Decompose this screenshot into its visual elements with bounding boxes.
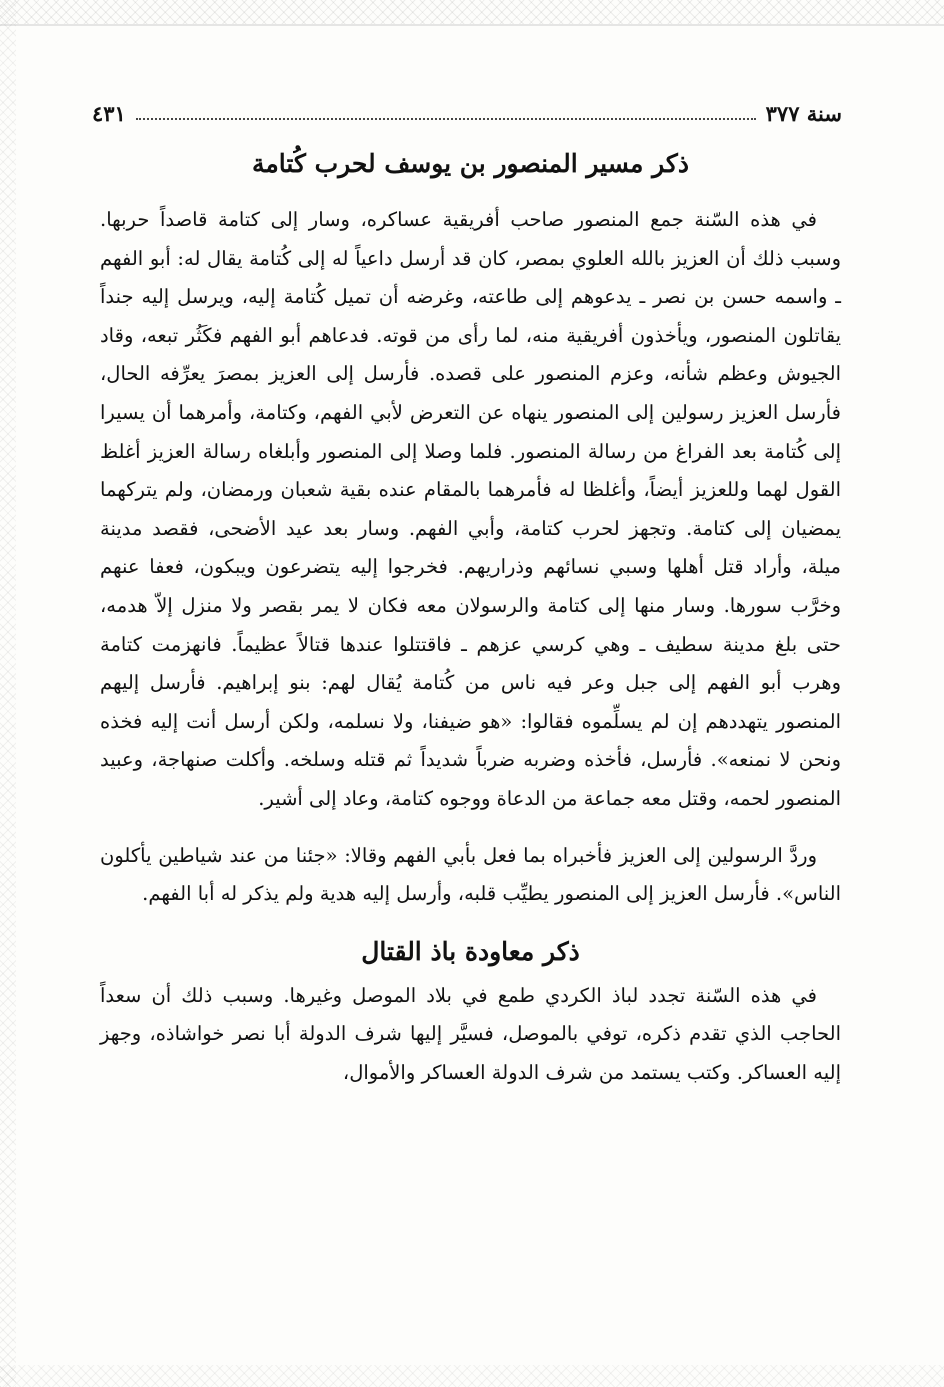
- scan-edge-bottom: [0, 1365, 944, 1387]
- paragraph: في هذه السّنة تجدد لباذ الكردي طمع في بلاد الموصل وغيرها. وسبب ذلك أن سعداً الحاجب الذي تقدم ذكره، توفي بالموصل، فسيَّر إليها شرف الدولة أبا نصر خواشاذه، وجهز إليه العساكر. وكتب يستمد من شرف الدولة العساكر والأموال،: [100, 983, 841, 1084]
- paragraph: وردَّ الرسولين إلى العزيز فأخبراه بما فعل بأبي الفهم وقالا: «جئنا من عند شياطين يأكلون الناس». فأرسل العزيز إلى المنصور يطيِّب قلبه، وأرسل إليه هدية ولم يذكر له أبا الفهم.: [100, 843, 841, 906]
- running-header: [92, 96, 842, 126]
- page-content: [100, 146, 841, 1092]
- header-year: سنة ٣٧٧: [765, 101, 842, 126]
- scan-edge-left: [0, 0, 16, 1387]
- paragraph: في هذه السّنة جمع المنصور صاحب أفريقية عساكره، وسار إلى كتامة قاصداً حربها. وسبب ذلك أن العزيز بالله العلوي بمصر، كان قد أرسل داعياً له إلى كُتامة يقال له: أبو الفهم ـ واسمه حسن بن نصر ـ يدعوهم إلى طاعته، وغرضه أن تميل كُتامة إليه، ويرسل إليه جنداً يقاتلون المنصور، ويأخذون أفريقية منه، لما رأى من قوته. فدعاهم أبو الفهم فكَثُر تبعه، وقاد الجيوش وعظم شأنه، وعزم المنصور على قصده. فأرسل إلى العزيز بمصرَ يعرِّفه الحال، فأرسل العزيز رسولين إلى المنصور ينهاه عن التعرض لأبي الفهم، وكتامة، وأمرهما أن يسيرا إلى كُتامة بعد الفراغ من رسالة المنصور. فلما وصلا إلى المنصور وأبلغاه رسالة العزيز أغلظ القول لهما وللعزيز أيضاً، وأغلظا له فأمرهما بالمقام عنده بقية شعبان ورمضان، ولم يتركهما يمضيان إلى كتامة. وتجهز لحرب كتامة، وأبي الفهم. وسار بعد عيد الأضحى، فقصد مدينة ميلة، وأراد قتل أهلها وسبي نسائهم وذراريهم. فخرجوا إليه يتضرعون ويبكون، فعفا عنهم وخرَّب سورها. وسار منها إلى كتامة والرسولان معه فكان لا يمر بقصر ولا منزل إلاّ هدمه، حتى بلغ مدينة سطيف ـ وهي كرسي عزهم ـ فاقتتلوا عندها قتالاً عظيماً. فانهزمت كتامة وهرب أبو الفهم إلى جبل وعر فيه ناس من كُتامة يُقال لهم: بنو إبراهيم. فأرسل إليهم المنصور يتهددهم إن لم يسلِّموه فقالوا: «هو ضيفنا، ولا نسلمه، ولكن أرسل أنت إليه فخذه ونحن لا نمنعه». فأرسل، فأخذه وضربه ضرباً شديداً ثم قتله وسلخه. وأكلت صنهاجة، وعبيد المنصور لحمه، وقتل معه جماعة من الدعاة ووجوه كتامة، وعاد إلى أشير.: [100, 208, 841, 810]
- scan-edge-top: [0, 0, 944, 26]
- section-title-badh-fighting: ذكر معاودة باذ القتال: [361, 936, 580, 966]
- header-dotted-leader: [136, 117, 756, 120]
- section-title-mansur-campaign: ذكر مسير المنصور بن يوسف لحرب كُتامة: [252, 149, 689, 178]
- page-number: ٤٣١: [92, 101, 126, 126]
